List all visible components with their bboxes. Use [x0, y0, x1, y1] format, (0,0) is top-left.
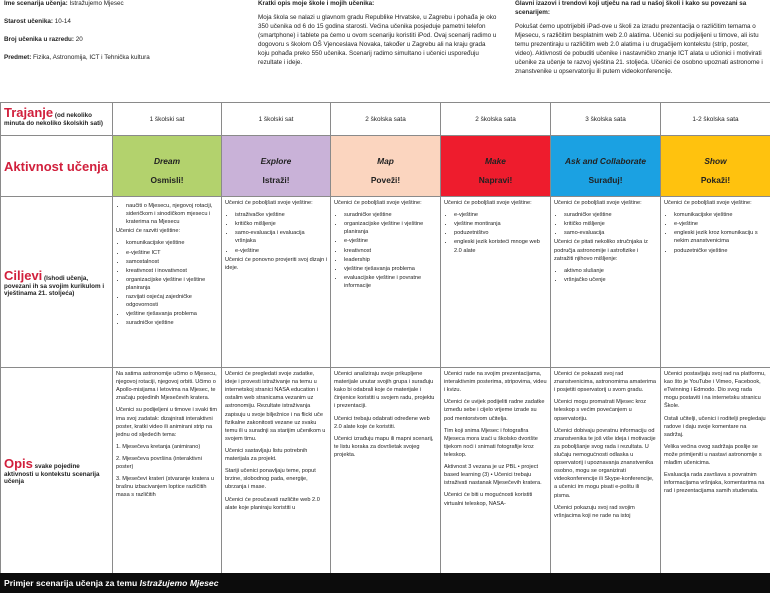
paragraph: Učenici sastavljaju listu potrebnih materijala za projekt. [225, 447, 308, 463]
paragraph: Učenici će poboljšati svoje vještine: [554, 200, 642, 206]
activity-sub: Napravi! [478, 174, 513, 185]
bullet-item: • samo-evaluacija [564, 229, 657, 237]
bullet-list [126, 239, 218, 327]
goals-row-label [1, 197, 113, 368]
paragraph: Učenici će poboljšati svoje vještine: [444, 200, 532, 206]
activity-sub: Pokaži! [700, 174, 731, 185]
scenario-title-label: Ime scenarija učenja: [4, 0, 68, 7]
duration-cell: 1 školski sat [222, 103, 331, 136]
paragraph: Učenici dobivaju povratnu informaciju od znanstvenika te još više ideja i motivacije za poboljšanje svog rada i rezultata. U slučaju nemogućnosti odlaska u opservatorij i upoznavanja znanstvenika osobno, mogu se organizirati videokonferencije ili Skype-konferencije, a učenici im mogu pisati e-poštu ili pisma. [554, 427, 656, 499]
paragraph: Učenici će poboljšati svoje vještine: [225, 200, 313, 206]
description-cell [331, 368, 441, 574]
bullet-item: • komunikacijske vještine [674, 211, 767, 219]
activity-name: Ask and Collaborate [565, 155, 646, 166]
bullet-item: • razvijati osjećaj zajedničke odgovornosti [126, 293, 218, 309]
activity-name: Explore [260, 155, 292, 166]
student-count-value: 20 [75, 35, 83, 43]
activity-make-cell [441, 136, 551, 197]
goals-cell [551, 197, 661, 368]
school-description [258, 0, 498, 100]
bullet-item: • e-vještine ICT [126, 249, 218, 257]
paragraph: Učenici pokazuju svoj rad svojim vršnjacima koji ne rade na istoj [554, 504, 635, 519]
paragraph: Učenici će pitati nekoliko stručnjaka iz područja astronomije i astrofizike i zatražiti njihovo mišljenje: [554, 239, 648, 262]
activity-name: Map [377, 155, 394, 166]
paragraph: Učenici će razviti vještine: [116, 228, 181, 235]
paragraph: Učenici će biti u mogućnosti koristiti virtualni teleskop, NASA- [444, 492, 533, 507]
paragraph: Učenici će poboljšati svoje vještine: [334, 200, 422, 206]
bullet-list [564, 211, 657, 237]
bullet-list [674, 211, 767, 255]
paragraph: Učenici će ponovno provjeriti svoj dizajn i ideje. [225, 256, 327, 271]
duration-row [1, 103, 770, 136]
paragraph: Učenici izrađuju mapu ili mapni scenarij, te listu koraka za dovršetak svojeg projekta. [334, 435, 434, 458]
bullet-item: • naučiti o Mjesecu, njegovoj rotaciji, sideričkom i sinodičkom mjesecu i kraterima na Mjesecu [126, 202, 218, 226]
paragraph: Velika većina ovog sadržaja poslije se može primijeniti u nastavi astronomije s mlađim učenicima. [664, 443, 762, 467]
bullet-item: • engleski jezik kroz komunikaciju s nekim znanstvenicima [674, 229, 767, 245]
school-description-body: Moja škola se nalazi u glavnom gradu Republike Hrvatske, u Zagrebu i pohađa je oko 350 učenika od 6 do 15 godina starosti. Većina učenika posjeduje pametni telefon (smartphone) i tablete pa ćemo u ovom scenariju koristiti iPod. Ovaj scenarij radimo u dogovoru s školom OŠ Vjenceslava Novaka, također u Zagrebu ali na kraju grada koju pohađa preko 550 učenika. Scenarij radimo simultano i učenici uspoređuju rezultate i ideje. [258, 13, 497, 66]
bullet-item: • vještine rješavanja problema [126, 310, 218, 318]
goals-cell [441, 197, 551, 368]
activity-name: Show [704, 155, 727, 166]
description-label: Opis [4, 456, 33, 471]
paragraph: Učenici rade na svojim prezentacijama, interaktivnim posterima, stripovima, videu i kvizu. [444, 371, 547, 394]
paragraph: Aktivnost 3 vezana je uz PBL • project based learning (3) • Učenici trebaju istraživati nastanak Mjesečevih kratera. [444, 464, 542, 487]
bullet-item: • kreativnost [344, 247, 437, 255]
activity-map-cell [331, 136, 441, 197]
description-cell [113, 368, 222, 574]
duration-cell: 3 školska sata [551, 103, 661, 136]
student-age-label: Starost učenika: [4, 17, 53, 25]
bullet-item: • e-vještine [454, 211, 547, 219]
bullet-list [564, 267, 657, 284]
goals-cell [113, 197, 222, 368]
scenario-table [0, 102, 770, 574]
bullet-item: • e-vještine [235, 247, 327, 255]
duration-row-label [1, 103, 113, 136]
activity-name: Make [485, 155, 506, 166]
duration-cell: 1 školski sat [113, 103, 222, 136]
paragraph: Učenici će uvijek podijeliti radne zadatke između sebe i cijelo vrijeme izrade su pod mentorstvom učitelja. [444, 399, 545, 422]
activity-sub: Poveži! [370, 174, 401, 185]
bullet-item: • vještine rješavanja problema [344, 265, 437, 273]
paragraph: Stariji učenici ponavljaju teme, poput brzine, slobodnog pada, energije, ubrzanja i mase. [225, 468, 316, 491]
challenges-body: Pokušat ćemo upotrijebiti iPad-ove u školi za izradu prezentacija o različitim temama o Mjesecu, s različitim besplatnim web 2.0 alatima. Učenici su podijeljeni u timove, ali istu temu prezentiraju u različitim web 2.0 alatima i u drugačijem kontekstu (strip, poster, video). Aktivnosti će pobuditi učenike i nastavničko znanje ICT alata u učionici i motivirati učenike za učenje te razvoj vještina 21. stoljeća. Učenici će osobno upoznati astronome i znanstvenike u opservatoriju ili putem videokonferencije. [515, 22, 763, 75]
bullet-item: • samo-evaluacija i evaluacija vršnjaka [235, 229, 327, 245]
activity-show-cell [661, 136, 770, 197]
goals-label: Ciljevi [4, 267, 43, 283]
bullet-item: • organizacijske vještine i vještine planiranja [126, 276, 218, 292]
paragraph: Učenici će pokazati svoj rad znanstvenicima, astronomima amaterima i posjetiti opservatorij u svom gradu. [554, 371, 656, 394]
paragraph: Evaluacija rada završava s povratnim informacijama vršnjaka, komentarima na rad i prezentacijama samih studenata. [664, 472, 765, 495]
bullet-item: • e-vještine [344, 237, 437, 245]
bullet-item: • poduzetničke vještine [674, 247, 767, 255]
bullet-list [126, 202, 218, 226]
bullet-item: • vještine montiranja [454, 220, 547, 228]
bullet-item: • evaluacijske vještine i povratne informacije [344, 274, 437, 290]
goals-row [1, 197, 770, 368]
duration-cell: 2 školska sata [441, 103, 551, 136]
figure-caption [0, 573, 770, 593]
bullet-list [235, 211, 327, 255]
activity-sub: Osmisli! [150, 174, 184, 185]
bullet-item: • komunikacijske vještine [126, 239, 218, 247]
bullet-item: • poduzetništvo [454, 229, 547, 237]
paragraph: Ostali učitelji, učenici i roditelji pregledaju radove i daju svoje komentare na sadržaj. [664, 415, 766, 438]
activity-row-label [1, 136, 113, 197]
subject-label: Predmet: [4, 53, 32, 61]
duration-cell: 2 školska sata [331, 103, 441, 136]
paragraph: Učenici trebaju odabrati određene web 2.0 alate koje će koristiti. [334, 415, 430, 430]
description-row [1, 368, 770, 574]
paragraph: Učenici će poboljšati svoje vještine: [664, 200, 752, 206]
activity-row [1, 136, 770, 197]
bullet-item: • e-vještine [674, 220, 767, 228]
scenario-title-value: Istražujemo Mjesec [69, 0, 124, 7]
challenges-trends [515, 0, 765, 100]
bullet-item: • vršnjačko učenje [564, 276, 657, 284]
activity-sub: Istraži! [262, 174, 290, 185]
paragraph: Učenici postavljaju svoj rad na platformu, kao što je YouTube i Vimeo, Facebook, eTwinning i Edmodo. Dio svog rada mogu postaviti i na internetsku stranicu Škole. [664, 371, 766, 410]
activity-dream-cell [113, 136, 222, 197]
paragraph: Učenici su podijeljeni u timove i svaki tim ima svoj zadatak: dizajnirati interaktivni poster, kratki video ili animirani strip na jednu od sljedećih tema: [116, 407, 218, 438]
description-cell [551, 368, 661, 574]
paragraph: Učenici analiziraju svoje prikupljene materijale unutar svojih grupa i surađuju kako bi odabrali koje će materijale i činjenice koristiti u svojem radu, projektu i prezentaciji. [334, 371, 435, 410]
bullet-item: • istraživačke vještine [235, 211, 327, 219]
bullet-item: • suradničke vještine [344, 211, 437, 219]
description-row-label [1, 368, 113, 574]
duration-cell: 1-2 školska sata [661, 103, 770, 136]
goals-sublabel: (Ishodi učenja, povezani ih sa svojim kurikulom i vještinama 21. stoljeća) [4, 274, 105, 297]
activity-ask-collaborate-cell [551, 136, 661, 197]
student-count-label: Broj učenika u razredu: [4, 35, 74, 43]
paragraph: Učenici će proučavati različite web 2.0 alate koje planiraju koristiti u [225, 496, 320, 511]
subject-value: Fizika, Astronomija, ICT i Tehnička kultura [33, 53, 150, 61]
goals-cell [331, 197, 441, 368]
bullet-item: • organizacijske vještine i vještine planiranja [344, 220, 437, 236]
caption-prefix: Primjer scenarija učenja za temu [4, 578, 138, 588]
activity-name: Dream [153, 155, 181, 166]
paragraph: 2. Mjesečeva površina (interaktivni poster) [116, 455, 202, 471]
paragraph: Tim koji snima Mjesec i fotografira Mjeseca mora izaći u školsko dvorište tijekom noći i snimati fotografije kroz teleskop. [444, 427, 538, 458]
duration-sublabel: (od nekoliko minuta do nekoliko školskih sati) [4, 112, 104, 127]
school-description-heading: Kratki opis moje škole i mojih učenika: [258, 0, 375, 7]
caption-topic: Istražujemo Mjesec [139, 578, 219, 588]
bullet-list [344, 211, 437, 290]
bullet-item: • aktivno slušanje [564, 267, 657, 275]
goals-cell [661, 197, 770, 368]
bullet-item: • kreativnost i inovativnost [126, 267, 218, 275]
activity-explore-cell [222, 136, 331, 197]
goals-cell [222, 197, 331, 368]
paragraph: Na satima astronomije učimo o Mjesecu, njegovoj rotaciji, njegovoj orbiti. Učimo o Apollo-misijama i letovima na Mjesec, te značaju pojedinih Mjesečevih kratera. [116, 371, 217, 402]
scenario-meta [4, 0, 244, 100]
bullet-item: • kritičko mišljenje [564, 220, 657, 228]
bullet-item: • engleski jezik koristeći mnoge web 2.0 alate [454, 238, 547, 254]
bullet-item: • leadership [344, 256, 437, 264]
paragraph: 3. Mjesečevi krateri (stvaranje kratera u brašnu izbacivanjem loptice različitih masa s različitih [116, 476, 214, 499]
activity-label: Aktivnost učenja [4, 158, 109, 174]
duration-label: Trajanje [4, 105, 54, 120]
activity-sub: Surađuj! [588, 174, 623, 185]
description-cell [661, 368, 770, 574]
description-cell [441, 368, 551, 574]
description-sublabel: svake pojedine aktivnosti u kontekstu scenarija učenja [4, 463, 100, 485]
challenges-heading: Glavni izazovi i trendovi koji utječu na rad u našoj školi i kako su povezani sa scenarijem: [515, 0, 747, 16]
student-age-value: 10-14 [54, 17, 71, 25]
bullet-item: • suradničke vještine [564, 211, 657, 219]
paragraph: Učenici mogu promatrati Mjesec kroz teleskop s većim povećanjem u opservatoriju. [554, 399, 647, 422]
paragraph: Učenici će pregledati svoje zadatke, ideje i provesti istraživanje na temu u internetskoj stranici NASA education i ostalim web stranicama vezanim uz astronomiju. Rezultate istraživanja zapisuju u svoje bilježnice i na flicki uče fizikalne zakonitosti vezane uz svaku temu ili u suradnji sa starijim učenikom u svojem timu. [225, 371, 326, 442]
bullet-item: • samostalnost [126, 258, 218, 266]
bullet-list [454, 211, 547, 255]
bullet-item: • kritičko mišljenje [235, 220, 327, 228]
bullet-item: • suradničke vještine [126, 319, 218, 327]
paragraph: 1. Mjesečeva kretanja (animirano) [116, 443, 201, 450]
description-cell [222, 368, 331, 574]
